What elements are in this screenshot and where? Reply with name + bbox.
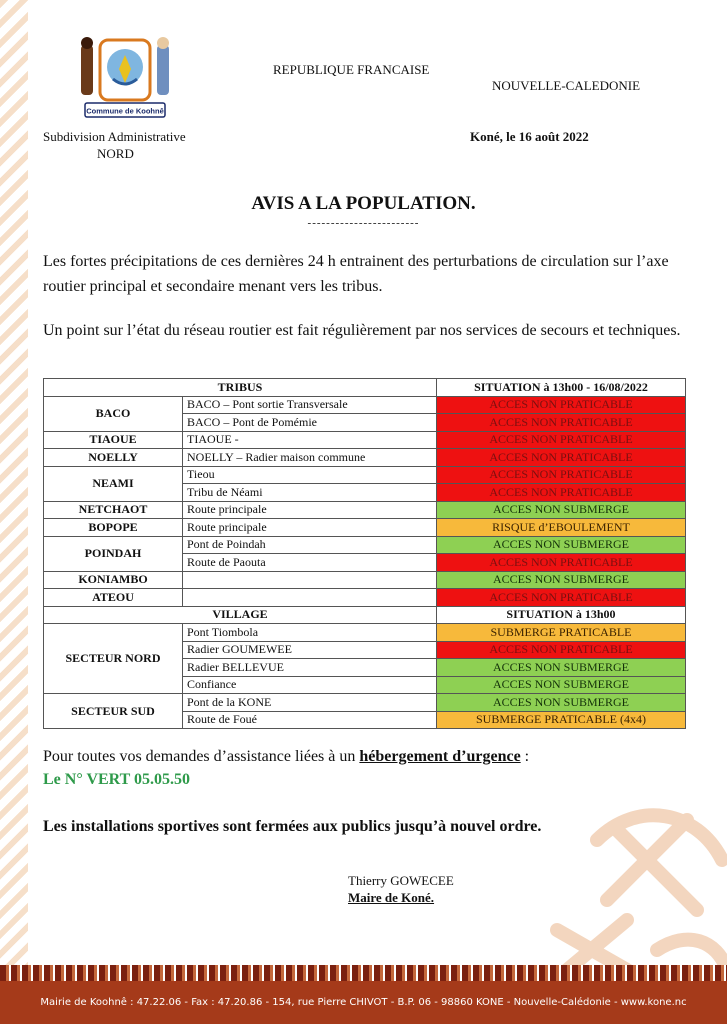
status-cell: ACCES NON SUBMERGE <box>437 536 686 554</box>
footer-contact: Mairie de Koohnê : 47.22.06 - Fax : 47.20.86 - 154, rue Pierre CHIVOT - B.P. 06 - 98860 KONE - Nouvelle-Calédonie - www.kone.nc <box>0 981 727 1024</box>
table-row <box>44 624 686 642</box>
table-row <box>44 466 686 484</box>
subdivision-region: NORD <box>97 146 134 161</box>
table-row <box>44 571 686 589</box>
signer-name: Thierry GOWECEE <box>348 873 454 888</box>
group-cell: SECTEUR SUD <box>44 694 183 729</box>
status-cell: ACCES NON PRATICABLE <box>437 484 686 502</box>
assistance-prefix: Pour toutes vos demandes d’assistance liées à un <box>43 748 360 765</box>
title-rule: ------------------------ <box>307 217 420 229</box>
group-cell: NOELLY <box>44 449 183 467</box>
road-cell: Route principale <box>183 501 437 519</box>
status-cell: ACCES NON SUBMERGE <box>437 694 686 712</box>
table-row <box>44 431 686 449</box>
commune-logo <box>75 35 175 123</box>
group-cell: ATEOU <box>44 589 183 607</box>
emergency-housing-label: hébergement d’urgence <box>359 748 521 765</box>
road-status-table <box>43 378 686 729</box>
status-cell: ACCES NON SUBMERGE <box>437 501 686 519</box>
sports-closure-notice: Les installations sportives sont fermées aux publics jusqu’à nouvel ordre. <box>43 818 542 835</box>
group-cell: NETCHAOT <box>44 501 183 519</box>
tribus-header-label: TRIBUS <box>44 379 437 397</box>
road-cell: Pont de la KONE <box>183 694 437 712</box>
decorative-left-border <box>0 0 28 980</box>
decorative-footer-band <box>0 965 727 981</box>
road-cell: Radier GOUMEWEE <box>183 641 437 659</box>
territory-label: NOUVELLE-CALEDONIE <box>492 78 641 93</box>
status-cell: ACCES NON PRATICABLE <box>437 396 686 414</box>
green-number: Le N° VERT 05.05.50 <box>43 771 191 788</box>
table-row <box>44 519 686 537</box>
notice-title: AVIS A LA POPULATION. <box>251 193 476 214</box>
decorative-tribal-motif <box>537 780 727 980</box>
status-cell: SUBMERGE PRATICABLE (4x4) <box>437 711 686 729</box>
group-cell: NEAMI <box>44 466 183 501</box>
road-cell: Radier BELLEVUE <box>183 659 437 677</box>
status-cell: ACCES NON PRATICABLE <box>437 414 686 432</box>
village-header <box>44 606 686 624</box>
road-cell: Route de Foué <box>183 711 437 729</box>
status-cell: ACCES NON SUBMERGE <box>437 571 686 589</box>
logo-text: Commune de Koohnê <box>86 106 164 116</box>
signer-title: Maire de Koné. <box>348 890 435 905</box>
road-cell: NOELLY – Radier maison commune <box>183 449 437 467</box>
status-cell: ACCES NON PRATICABLE <box>437 431 686 449</box>
status-cell: ACCES NON PRATICABLE <box>437 466 686 484</box>
table-row <box>44 501 686 519</box>
road-cell: Route principale <box>183 519 437 537</box>
tribus-header-situation: SITUATION à 13h00 - 16/08/2022 <box>437 379 686 397</box>
road-cell: Route de Paouta <box>183 554 437 572</box>
status-cell: SUBMERGE PRATICABLE <box>437 624 686 642</box>
road-cell <box>183 589 437 607</box>
group-cell: TIAOUE <box>44 431 183 449</box>
status-cell: ACCES NON SUBMERGE <box>437 676 686 694</box>
road-cell: TIAOUE - <box>183 431 437 449</box>
table-row <box>44 589 686 607</box>
place-date: Koné, le 16 août 2022 <box>470 129 589 144</box>
republic-label: REPUBLIQUE FRANCAISE <box>273 62 430 77</box>
road-cell <box>183 571 437 589</box>
paragraph-precipitation: Les fortes précipitations de ces dernières 24 h entrainent des perturbations de circulation sur l’axe routier principal et secondaire menant vers les tribus. <box>43 253 669 295</box>
status-cell: ACCES NON SUBMERGE <box>437 659 686 677</box>
road-cell: BACO – Pont sortie Transversale <box>183 396 437 414</box>
road-cell: BACO – Pont de Pomémie <box>183 414 437 432</box>
assistance-text <box>43 748 529 766</box>
road-cell: Pont de Poindah <box>183 536 437 554</box>
group-cell: BACO <box>44 396 183 431</box>
road-cell: Confiance <box>183 676 437 694</box>
status-cell: ACCES NON PRATICABLE <box>437 449 686 467</box>
village-header-situation: SITUATION à 13h00 <box>437 606 686 624</box>
status-cell: ACCES NON PRATICABLE <box>437 554 686 572</box>
paragraph-network-status: Un point sur l’état du réseau routier est fait régulièrement par nos services de secours et techniques. <box>43 322 681 339</box>
tribus-header <box>44 379 686 397</box>
table-row <box>44 396 686 414</box>
group-cell: SECTEUR NORD <box>44 624 183 694</box>
status-cell: ACCES NON PRATICABLE <box>437 589 686 607</box>
status-cell: RISQUE d’EBOULEMENT <box>437 519 686 537</box>
table-row <box>44 449 686 467</box>
assistance-suffix: : <box>520 748 530 765</box>
table-row <box>44 536 686 554</box>
table-row <box>44 694 686 712</box>
group-cell: POINDAH <box>44 536 183 571</box>
road-cell: Tribu de Néami <box>183 484 437 502</box>
road-cell: Pont Tiombola <box>183 624 437 642</box>
group-cell: KONIAMBO <box>44 571 183 589</box>
group-cell: BOPOPE <box>44 519 183 537</box>
status-cell: ACCES NON PRATICABLE <box>437 641 686 659</box>
subdivision-label: Subdivision Administrative <box>43 129 186 144</box>
village-header-label: VILLAGE <box>44 606 437 624</box>
road-cell: Tieou <box>183 466 437 484</box>
